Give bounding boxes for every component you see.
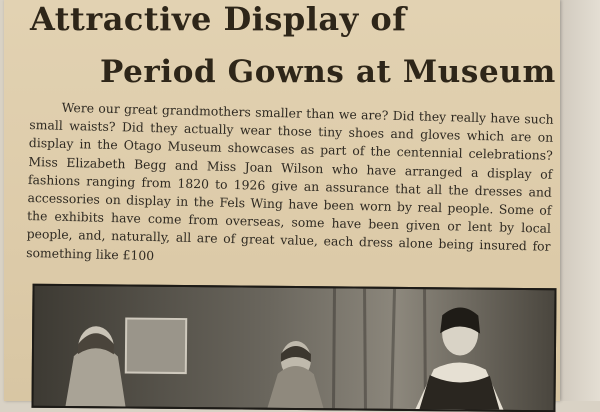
headline-line-2: Period Gowns at Museum — [100, 54, 556, 90]
article-body: Were our great grandmothers smaller than we are? Did they really have such small waists? Did they actually wear those tiny shoes and gloves which are on display in the Otago Museum showcases as part of the centennial celebrations? Miss Elizabeth Begg and Miss Joan Wilson who have arranged a display of fashions ranging from 1820 to 1926 give an assurance that all the dresses and accessories on display in the Fels Wing have been worn by real people. Some of the exhibits have come from overseas, some have been given or lent by local people, and, naturally, all are of great value, each dress alone being insured for something like £100 — [26, 99, 554, 263]
newspaper-clipping — [4, 0, 560, 401]
background-surface — [556, 0, 600, 401]
photo-image — [33, 286, 554, 411]
headline-line-1: Attractive Display of — [30, 0, 407, 38]
photo-mannequins — [31, 284, 556, 412]
